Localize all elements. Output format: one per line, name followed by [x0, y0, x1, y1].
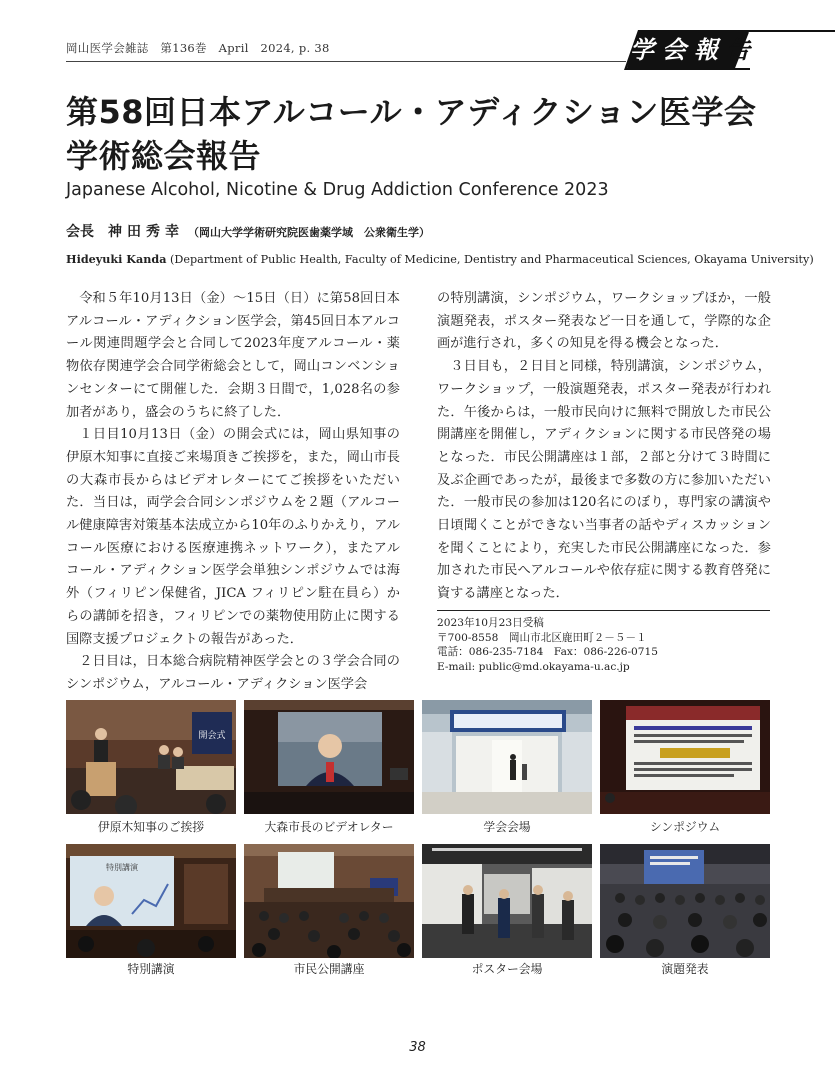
phone-fax: 電話：086-235-7184 Fax：086-226-0715	[437, 646, 659, 659]
photo-oral-presentation	[600, 844, 770, 958]
photo-symposium	[600, 700, 770, 814]
paragraph-2: １日目10月13日（金）の開会式には，岡山県知事の伊原木知事に直接ご来場頂きご挨拶を，また，岡山市長の大森市長からはビデオレターにてご挨拶をいただいた．当日は，両学会合同シンポジウムを２題（アルコール健康障害対策基本法成立から10年のふりかえり，アルコール医療における医療連携ネットワーク），またアルコール・アディクション医学会単独シンポジウムでは海外（フィリピン保健省，JICA フィリピン駐在員ら）からの講師を招き，フィリピンでの薬物使用防止に関する国際支援プロジェクトの報告があった．	[66, 427, 400, 647]
page-number: 38	[409, 1040, 426, 1055]
photo-poster-hall	[422, 844, 592, 958]
author-english-name: Hideyuki Kanda	[66, 252, 167, 266]
author-affiliation: （岡山大学学術研究院医歯薬学域 公衆衛生学）	[188, 226, 430, 239]
photo-conference-venue	[422, 700, 592, 814]
footnote-rule	[437, 610, 770, 611]
author-role: 会長	[66, 224, 94, 240]
screen-special-lecture: 特別講演	[106, 863, 138, 872]
journal-header: 岡山医学会雑誌 第136巻 April 2024, p. 38	[66, 41, 330, 55]
badge-char-1: 学	[630, 36, 654, 64]
caption-oral-presentation: 演題発表	[661, 962, 709, 976]
caption-mayor-video-letter: 大森市長のビデオレター	[264, 820, 394, 834]
paragraph-3: ２日目は，日本総合病院精神医学会との３学会合同のシンポジウム，アルコール・アディクション医学会	[66, 654, 400, 692]
author-english	[66, 252, 814, 266]
paragraph-1: 令和５年10月13日（金）～15日（日）に第58回日本アルコール・アディクション医学会，第45回日本アルコール関連問題学会と合同して2023年度アルコール・薬物依存関連学会合同学術総会として，岡山コンベンションセンターにて開催した．会期３日間で，1,028名の参加者があり，盛会のうちに終了した．	[66, 291, 400, 420]
caption-symposium: シンポジウム	[649, 820, 721, 834]
caption-governor-greeting: 伊原木知事のご挨拶	[97, 820, 205, 834]
photo-mayor-video-letter	[244, 700, 414, 814]
author-name: 神田秀幸	[108, 224, 184, 240]
received-date: 2023年10月23日受稿	[437, 617, 544, 629]
paragraph-3-continued: の特別講演，シンポジウム，ワークショップほか，一般演題発表，ポスター発表など一日を通して，学際的な企画が進行され，多くの知見を得る機会となった．	[437, 291, 771, 352]
section-badge	[626, 33, 766, 67]
caption-public-lecture: 市民公開講座	[293, 962, 365, 976]
title-line-2: 学術総会報告	[66, 137, 262, 175]
paragraph-4: ３日目も，２日目と同様，特別講演，シンポジウム，ワークショップ，一般演題発表，ポスター発表が行われた．午後からは，一般市民向けに無料で開放した市民公開講座を開催し，アディクションに関する市民啓発の場となった．市民公開講座は１部，２部と分けて３時間に及ぶ企画であったが，最後まで多数の方に参加いただいた．一般市民の参加は120名にのぼり，専門家の講演や日頃聞くことができない当事者の話やディスカッションを聞くことにより，充実した市民公開講座になった．参加された市民へアルコールや依存症に関する教育啓発に資する講座となった．	[437, 359, 771, 602]
badge-char-2: 会	[662, 36, 686, 64]
author-english-affiliation: (Department of Public Health, Faculty of Medicine, Dentistry and Pharmaceutical Sciences, Okayama University)	[166, 253, 814, 266]
badge-char-4: 告	[726, 36, 750, 64]
article-title	[66, 90, 786, 178]
photo-special-lecture	[66, 844, 236, 958]
caption-poster-hall: ポスター会場	[471, 962, 543, 976]
email: E-mail: public@md.okayama-u.ac.jp	[437, 661, 630, 674]
photo-public-lecture	[244, 844, 414, 958]
caption-conference-venue: 学会会場	[483, 820, 531, 834]
caption-special-lecture: 特別講演	[127, 962, 175, 976]
title-line-1: 第58回日本アルコール・アディクション医学会	[66, 93, 757, 131]
badge-char-3: 報	[694, 36, 718, 64]
footnote	[437, 616, 658, 675]
header-rule	[66, 61, 626, 62]
body-column-right	[437, 288, 771, 606]
screen-opening-ceremony: 開会式	[198, 731, 226, 741]
photo-governor-greeting	[66, 700, 236, 814]
address: 〒700-8558 岡山市北区鹿田町２－５－１	[437, 631, 647, 644]
english-title: Japanese Alcohol, Nicotine & Drug Addiction Conference 2023	[66, 180, 609, 200]
author-japanese	[66, 221, 430, 241]
body-column-left	[66, 288, 400, 697]
